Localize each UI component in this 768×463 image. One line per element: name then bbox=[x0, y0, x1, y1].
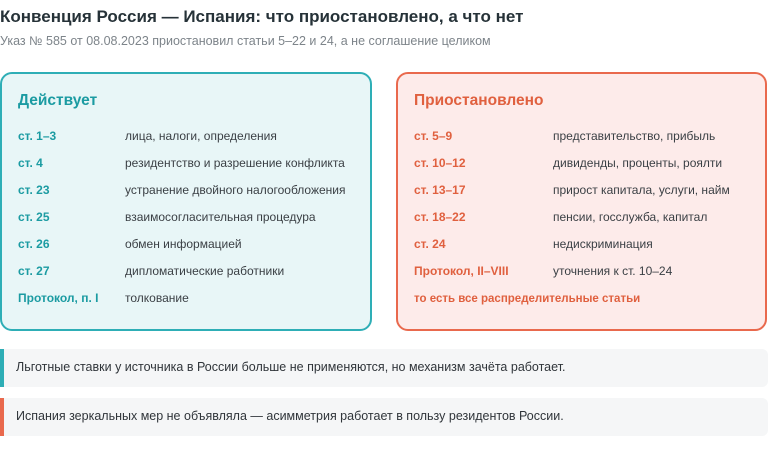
suspended-summary-note: то есть все распределительные статьи bbox=[414, 293, 641, 305]
article-description: пенсии, госслужба, капитал bbox=[553, 209, 708, 224]
info-note-asymmetry bbox=[0, 398, 768, 436]
active-row bbox=[18, 284, 362, 311]
info-note-text: Испания зеркальных мер не объявляла — асимметрия работает в пользу резидентов России. bbox=[16, 409, 564, 423]
info-note-withholding bbox=[0, 349, 768, 387]
article-description: обмен информацией bbox=[125, 236, 242, 251]
article-description: лица, налоги, определения bbox=[125, 128, 277, 143]
suspended-row bbox=[414, 230, 757, 257]
article-description: резидентство и разрешение конфликта bbox=[125, 155, 345, 170]
article-description: взаимосогласительная процедура bbox=[125, 209, 316, 224]
active-row bbox=[18, 230, 362, 257]
article-label: Протокол, II–VIII bbox=[414, 263, 509, 278]
article-label: ст. 27 bbox=[18, 263, 50, 278]
active-row bbox=[18, 257, 362, 284]
article-description: прирост капитала, услуги, найм bbox=[553, 182, 730, 197]
article-description: уточнения к ст. 10–24 bbox=[553, 263, 673, 278]
article-description: дивиденды, проценты, роялти bbox=[553, 155, 723, 170]
active-articles-card bbox=[0, 72, 372, 331]
article-label: Протокол, п. I bbox=[18, 290, 99, 305]
suspended-row bbox=[414, 257, 757, 284]
article-label: ст. 24 bbox=[414, 236, 446, 251]
article-label: ст. 26 bbox=[18, 236, 50, 251]
accent-bar bbox=[0, 398, 4, 436]
article-description: дипломатические работники bbox=[125, 263, 285, 278]
article-description: устранение двойного налогообложения bbox=[125, 182, 346, 197]
article-description: недискриминация bbox=[553, 236, 653, 251]
article-label: ст. 5–9 bbox=[414, 128, 453, 143]
article-label: ст. 4 bbox=[18, 155, 43, 170]
article-label: ст. 25 bbox=[18, 209, 50, 224]
active-heading: Действует bbox=[18, 92, 98, 109]
active-row bbox=[18, 203, 362, 230]
suspended-articles-list bbox=[414, 122, 757, 284]
article-label: ст. 23 bbox=[18, 182, 50, 197]
page-subtitle: Указ № 585 от 08.08.2023 приостановил статьи 5–22 и 24, а не соглашение целиком bbox=[0, 34, 491, 48]
suspended-row bbox=[414, 203, 757, 230]
article-label: ст. 18–22 bbox=[414, 209, 466, 224]
suspended-heading: Приостановлено bbox=[414, 92, 544, 109]
article-description: толкование bbox=[125, 290, 189, 305]
info-note-text: Льготные ставки у источника в России больше не применяются, но механизм зачёта работает. bbox=[16, 360, 566, 374]
active-articles-list bbox=[18, 122, 362, 311]
active-row bbox=[18, 176, 362, 203]
article-label: ст. 10–12 bbox=[414, 155, 466, 170]
article-label: ст. 13–17 bbox=[414, 182, 466, 197]
page-title: Конвенция Россия — Испания: что приостановлено, а что нет bbox=[0, 7, 524, 26]
article-description: представительство, прибыль bbox=[553, 128, 716, 143]
article-label: ст. 1–3 bbox=[18, 128, 57, 143]
active-row bbox=[18, 122, 362, 149]
suspended-row bbox=[414, 176, 757, 203]
suspended-row bbox=[414, 122, 757, 149]
suspended-articles-card bbox=[396, 72, 767, 331]
accent-bar bbox=[0, 349, 4, 387]
active-row bbox=[18, 149, 362, 176]
suspended-row bbox=[414, 149, 757, 176]
